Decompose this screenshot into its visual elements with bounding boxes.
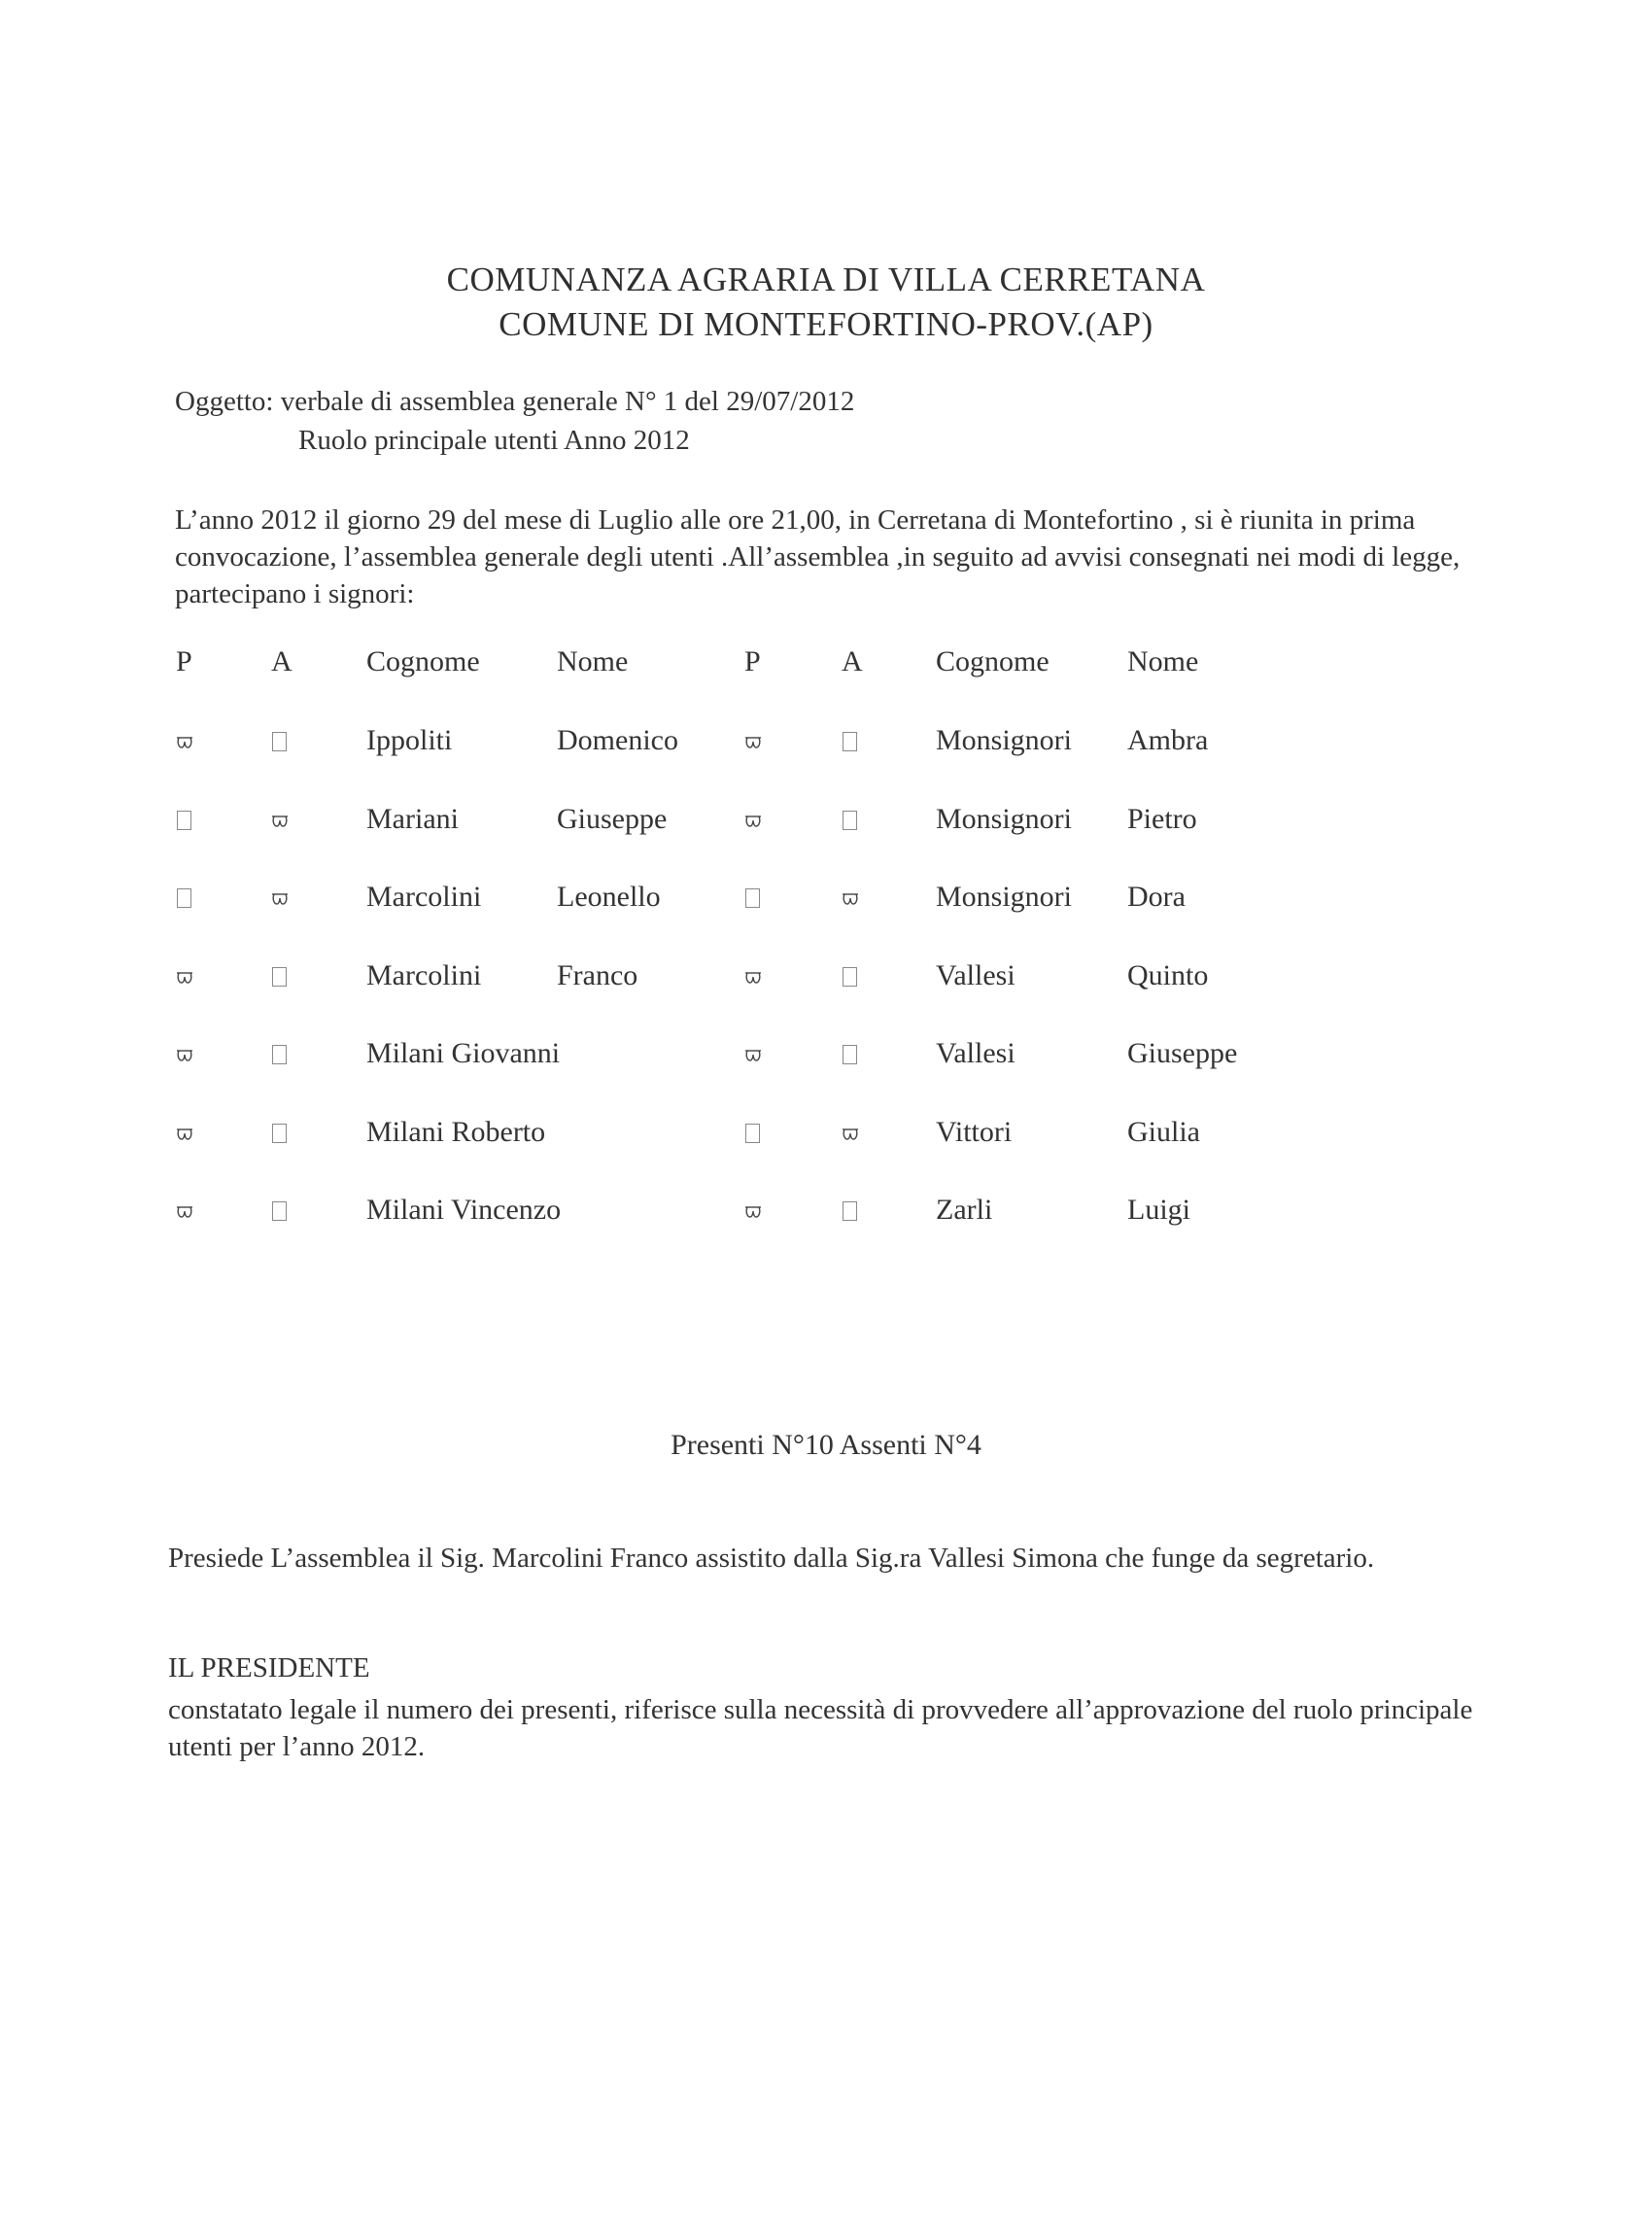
present-empty-box bbox=[177, 811, 191, 830]
present-mark-icon bbox=[176, 1205, 193, 1219]
present-empty-box bbox=[177, 888, 191, 908]
presiede-paragraph: Presiede L’assemblea il Sig. Marcolini Franco assistito dalla Sig.ra Vallesi Simona che funge da segretario. bbox=[168, 1543, 1375, 1574]
attendee-cognome: Monsignori bbox=[936, 881, 1073, 913]
absent-empty-box bbox=[272, 732, 287, 751]
attendee-nome: Giuseppe bbox=[557, 803, 668, 835]
header-p-left: P bbox=[176, 645, 192, 677]
attendee-nome: Dora bbox=[1127, 881, 1186, 913]
absent-empty-box bbox=[843, 1045, 857, 1064]
present-empty-box bbox=[745, 888, 760, 908]
absent-mark-icon bbox=[842, 892, 859, 906]
attendee-cognome: Milani Giovanni bbox=[366, 1037, 561, 1069]
attendee-cognome: Monsignori bbox=[936, 724, 1073, 756]
header-cognome-left: Cognome bbox=[366, 645, 480, 677]
present-mark-icon bbox=[744, 971, 762, 985]
oggetto-block bbox=[175, 382, 854, 460]
header-nome-left: Nome bbox=[557, 645, 629, 677]
attendee-cognome: Milani Vincenzo bbox=[366, 1194, 562, 1226]
attendee-cognome: Mariani bbox=[366, 803, 459, 835]
attendee-nome: Franco bbox=[557, 959, 638, 991]
header-cognome-right: Cognome bbox=[936, 645, 1050, 677]
presidente-title: IL PRESIDENTE bbox=[168, 1652, 370, 1683]
present-empty-box bbox=[745, 1124, 760, 1143]
present-mark-icon bbox=[744, 815, 762, 828]
absent-empty-box bbox=[272, 1045, 287, 1064]
header-line-2: COMUNE DI MONTEFORTINO-PROV.(AP) bbox=[499, 305, 1153, 343]
attendee-nome: Ambra bbox=[1127, 724, 1209, 756]
absent-mark-icon bbox=[271, 892, 289, 906]
absent-empty-box bbox=[843, 732, 857, 751]
attendee-cognome: Zarli bbox=[936, 1194, 993, 1226]
header-a-right: A bbox=[842, 645, 863, 677]
oggetto-line-1: Oggetto: verbale di assemblea generale N° 1 del 29/07/2012 bbox=[175, 386, 855, 417]
attendee-nome: Luigi bbox=[1127, 1194, 1190, 1226]
attendee-cognome: Vallesi bbox=[936, 959, 1015, 991]
absent-empty-box bbox=[272, 1201, 287, 1221]
absent-mark-icon bbox=[842, 1128, 859, 1141]
absent-empty-box bbox=[843, 1201, 857, 1221]
attendee-nome: Quinto bbox=[1127, 959, 1209, 991]
header-p-right: P bbox=[744, 645, 761, 677]
attendee-cognome: Marcolini bbox=[366, 881, 482, 913]
present-mark-icon bbox=[176, 736, 193, 749]
present-mark-icon bbox=[176, 1049, 193, 1062]
present-mark-icon bbox=[176, 1128, 193, 1141]
attendee-nome: Domenico bbox=[557, 724, 678, 756]
absent-mark-icon bbox=[271, 815, 289, 828]
constatato-paragraph: constatato legale il numero dei presenti, riferisce sulla necessità di provvedere all’approvazione del ruolo principale utenti per l’anno 2012. bbox=[168, 1694, 1480, 1762]
header-line-1: COMUNANZA AGRARIA DI VILLA CERRETANA bbox=[446, 260, 1206, 298]
present-mark-icon bbox=[744, 1049, 762, 1062]
present-mark-icon bbox=[176, 971, 193, 985]
attendee-nome: Leonello bbox=[557, 881, 661, 913]
present-mark-icon bbox=[744, 736, 762, 749]
absent-empty-box bbox=[843, 967, 857, 987]
attendee-nome: Giuseppe bbox=[1127, 1037, 1238, 1069]
attendee-nome: Giulia bbox=[1127, 1116, 1200, 1148]
header-nome-right: Nome bbox=[1127, 645, 1199, 677]
absent-empty-box bbox=[843, 811, 857, 830]
attendance-summary: Presenti N°10 Assenti N°4 bbox=[671, 1429, 981, 1461]
intro-paragraph: L’anno 2012 il giorno 29 del mese di Luglio alle ore 21,00, in Cerretana di Montefortino , si è riunita in prima convocazione, l’assemblea generale degli utenti .All’assemblea ,in seguito ad avvisi consegnati nei modi di legge, partecipano i signori: bbox=[175, 504, 1467, 609]
attendee-cognome: Vittori bbox=[936, 1116, 1013, 1148]
attendee-cognome: Monsignori bbox=[936, 803, 1073, 835]
attendee-cognome: Milani Roberto bbox=[366, 1116, 546, 1148]
header-a-left: A bbox=[271, 645, 293, 677]
present-mark-icon bbox=[744, 1205, 762, 1219]
attendee-cognome: Vallesi bbox=[936, 1037, 1015, 1069]
attendee-cognome: Ippoliti bbox=[366, 724, 453, 756]
absent-empty-box bbox=[272, 967, 287, 987]
attendee-cognome: Marcolini bbox=[366, 959, 482, 991]
attendee-nome: Pietro bbox=[1127, 803, 1197, 835]
absent-empty-box bbox=[272, 1124, 287, 1143]
oggetto-line-2: Ruolo principale utenti Anno 2012 bbox=[298, 425, 690, 456]
